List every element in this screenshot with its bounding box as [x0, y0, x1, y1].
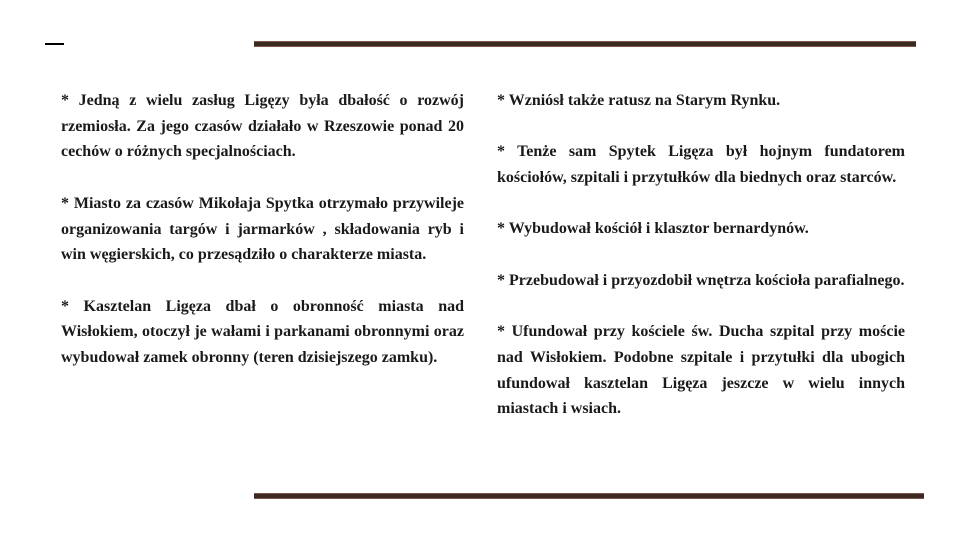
paragraph-parish-church: * Przebudował i przyozdobił wnętrza kościoła parafialnego. [497, 271, 905, 289]
right-text-column [497, 88, 905, 422]
top-divider-rule [254, 41, 916, 47]
paragraph-bernardine-church: * Wybudował kościół i klasztor bernardynów. [497, 220, 809, 238]
left-text-column [61, 88, 464, 371]
paragraph-privileges: * Miasto za czasów Mikołaja Spytka otrzymało przywileje organizowania targów i jarmarków , składowania ryb i win węgierskich, co przesądziło o charakterze miasta. [61, 194, 464, 264]
bottom-divider-rule [254, 493, 924, 499]
title-dash-mark [45, 43, 64, 45]
paragraph-defense: * Kasztelan Ligęza dbał o obronność miasta nad Wisłokiem, otoczył je wałami i parkanami obronnymi oraz wybudował zamek obronny (teren dzisiejszego zamku). [61, 297, 464, 366]
paragraph-hospital: * Ufundował przy kościele św. Ducha szpital przy moście nad Wisłokiem. Podobne szpitale i przytułki dla ubogich ufundował kasztelan Ligęza jeszcze w wielu innych miastach i wsiach. [497, 323, 905, 418]
paragraph-founder: * Tenże sam Spytek Ligęza był hojnym fundatorem kościołów, szpitali i przytułków dla biednych oraz starców. [497, 143, 905, 187]
paragraph-town-hall: * Wzniósł także ratusz na Starym Rynku. [497, 92, 781, 109]
paragraph-crafts: * Jedną z wielu zasług Ligęzy była dbałość o rozwój rzemiosła. Za jego czasów działało w Rzeszowie ponad 20 cechów o różnych specjalnościach. [61, 92, 464, 161]
